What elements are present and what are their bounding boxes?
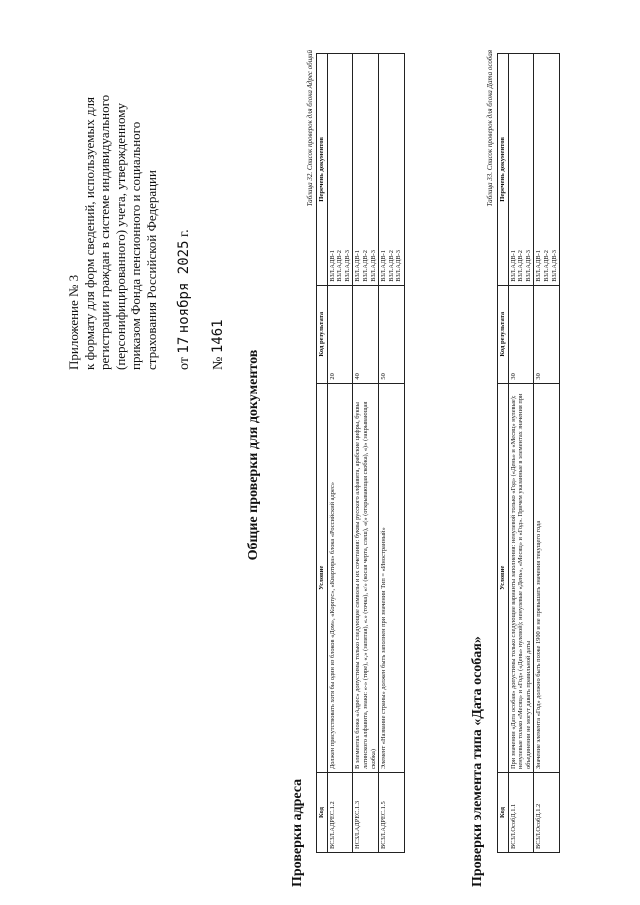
table-header-row — [317, 54, 328, 853]
table-row — [327, 54, 353, 853]
col-header: Условие — [317, 383, 328, 772]
cell-result: 30 — [534, 285, 560, 383]
appendix-line: приказом Фонда пенсионного и социального — [128, 121, 143, 370]
date-prefix: от — [177, 357, 192, 370]
table-caption-32: Таблица 32. Список проверок для блока Адрес общий — [306, 50, 314, 207]
appendix-line: (персонифицированного) учета, утвержденному — [112, 103, 128, 370]
cell-result: 40 — [353, 285, 379, 383]
doc-item: ВЗЛ.АДВ-2 — [387, 250, 395, 282]
col-header: Код результата — [317, 285, 328, 383]
cell-condition: Должен присутствовать хотя бы один из блоков «Дом», «Корпус», «Квартира» блока «Российский адрес» — [327, 383, 353, 772]
table-row — [508, 54, 534, 853]
col-header: Код — [317, 773, 328, 853]
doc-item: ВЗЛ.АДВ-1 — [509, 250, 517, 282]
cell-result: 50 — [379, 285, 405, 383]
date-suffix: г. — [177, 229, 192, 237]
cell-code: ВСЗЛ.ОсобД.1.1 — [508, 773, 534, 853]
cell-condition: Элемент «Название страны» должен быть заполнен при значении Тип = «Иностранный» — [379, 383, 405, 772]
table-caption-33: Таблица 33. Список проверок для блока Дата особая — [486, 50, 494, 207]
cell-code: ВСЗЛ.АДРЕС.1.2 — [327, 773, 353, 853]
doc-item: ВЗЛ.АДВ-2 — [517, 250, 525, 282]
date-month-year: ноября 2025 — [176, 240, 192, 334]
cell-condition: Значение элемента «Год» должно быть позже 1900 и не превышать значения текущего года — [534, 383, 560, 772]
cell-docs — [379, 54, 405, 286]
appendix-line: регистрации граждан в системе индивидуального — [97, 94, 112, 370]
doc-item: ВЗЛ.АДВ-2 — [361, 250, 369, 282]
doc-item: ВЗЛ.АДВ-1 — [380, 250, 388, 282]
cell-code: НСЗЛ.АДРЕС.1.3 — [353, 773, 379, 853]
appendix-line: к формату для форм сведений, используемых для — [81, 96, 97, 370]
number-value: 1461 — [209, 319, 226, 354]
cell-code: ВСЗЛ.ОсобД.1.2 — [534, 773, 560, 853]
appendix-title: Приложение № 3 — [66, 274, 81, 370]
table-address-checks — [316, 53, 405, 853]
doc-item: ВЗЛ.АДВ-2 — [336, 250, 344, 282]
cell-docs — [327, 54, 353, 286]
cell-result: 30 — [508, 285, 534, 383]
cell-code: ВСЗЛ.АДРЕС.1.5 — [379, 773, 405, 853]
table-row — [534, 54, 560, 853]
cell-docs — [353, 54, 379, 286]
cell-docs — [534, 54, 560, 286]
doc-item: ВЗЛ.АДВ-3 — [550, 250, 558, 282]
doc-item: ВЗЛ.АДВ-2 — [542, 250, 550, 282]
appendix-line: страхования Российской Федерации — [143, 170, 159, 370]
col-header: Код — [498, 773, 509, 853]
col-header: Перечень документов — [317, 54, 328, 286]
doc-item: ВЗЛ.АДВ-3 — [395, 250, 403, 282]
number-prefix: № — [210, 356, 226, 370]
doc-item: ВЗЛ.АДВ-3 — [524, 250, 532, 282]
appendix-header — [66, 10, 226, 370]
table-header-row — [498, 54, 509, 853]
order-date — [177, 10, 193, 370]
cell-condition: При значении «Дата особая» допустимы только следующие варианты заполнения: ненулевой только «Год» («День» и «Месяц» нулевые); ненулевые только «Месяц» и «Год» («День» нулевой); ненулевые «День», «Месяц» и «Год». Причем указанные в элементах значения при объединении не могут давать правильной даты — [508, 383, 534, 772]
section-title-special-date: Проверки элемента типа «Дата особая» — [470, 636, 485, 887]
doc-item: ВЗЛ.АДВ-3 — [343, 250, 351, 282]
section-title-address: Проверки адреса — [290, 778, 305, 887]
doc-item: ВЗЛ.АДВ-1 — [328, 250, 336, 282]
date-day: 17 — [176, 336, 192, 354]
table-row — [353, 54, 379, 853]
col-header: Условие — [498, 383, 509, 772]
col-header: Перечень документов — [498, 54, 509, 286]
cell-docs — [508, 54, 534, 286]
table-special-date-checks — [497, 53, 560, 853]
cell-result: 20 — [327, 285, 353, 383]
order-number — [211, 10, 227, 370]
main-heading: Общие проверки для документов — [246, 349, 261, 561]
doc-item: ВЗЛ.АДВ-1 — [535, 250, 543, 282]
doc-item: ВЗЛ.АДВ-3 — [369, 250, 377, 282]
table-row — [379, 54, 405, 853]
doc-item: ВЗЛ.АДВ-1 — [354, 250, 362, 282]
col-header: Код результата — [498, 285, 509, 383]
cell-condition: В элементах блока «Адрес» допустимы только следующие символы и их сочетания: буквы русского алфавита, арабские цифры, буквы латинского алфавита, знаки: «-» (тире), «,» (запятая), «.» (точка), «/» (косая черта, слеш), «(» (открывающая скобка), «)» (закрывающая скобка) — [353, 383, 379, 772]
